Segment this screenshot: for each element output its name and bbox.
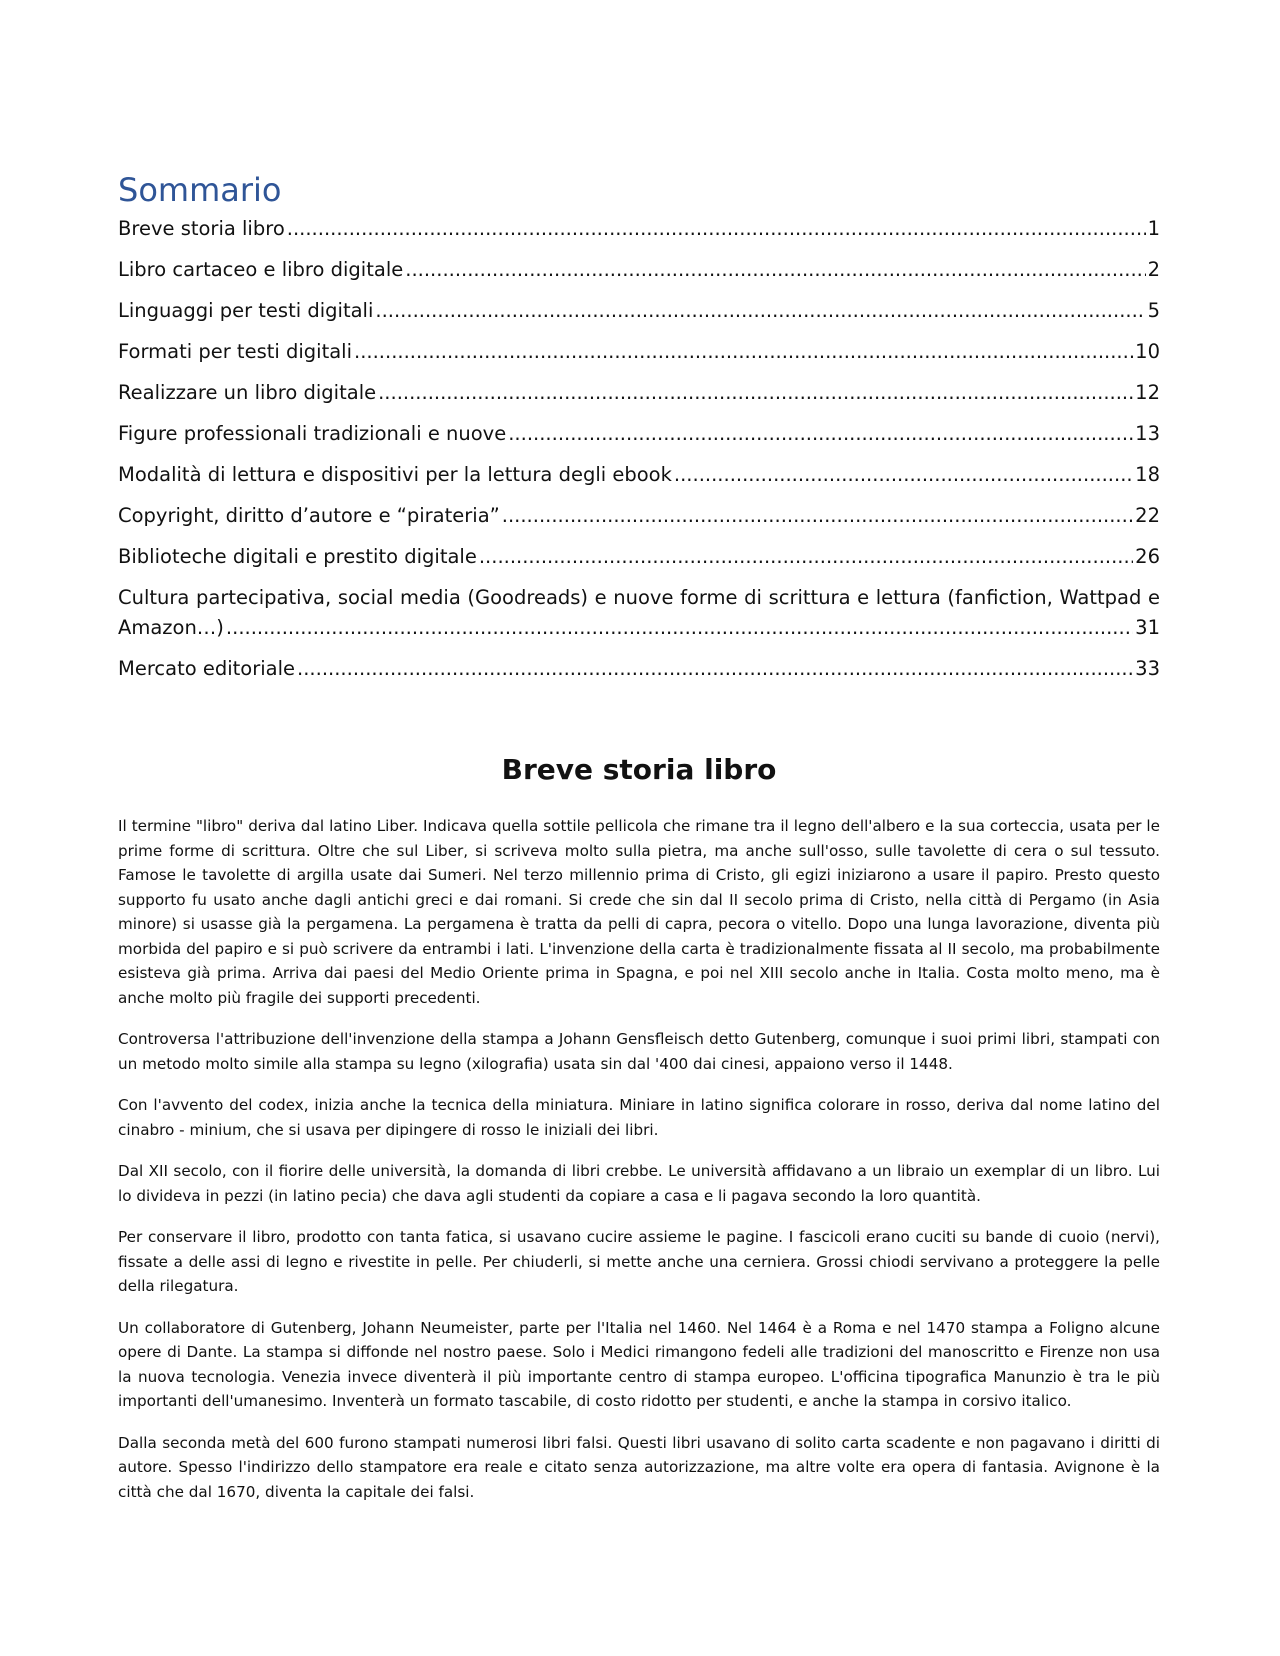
- toc-leader-dots: [508, 419, 1133, 449]
- toc-item-page: 31: [1135, 616, 1160, 639]
- toc-leader-dots: [375, 296, 1145, 326]
- toc-item[interactable]: [118, 296, 1160, 326]
- toc-leader-dots: [502, 501, 1133, 531]
- toc-leader-dots: [287, 214, 1146, 244]
- section-heading: Breve storia libro: [501, 753, 777, 786]
- toc-item-page: 26: [1135, 545, 1160, 568]
- body-paragraph: Per conservare il libro, prodotto con tanta fatica, si usavano cucire assieme le pagine. I fascicoli erano cuciti su bande di cuoio (nervi), fissate a delle assi di legno e rivestite in pelle. Per chiuderli, si mette anche una cerniera. Grossi chiodi servivano a proteggere la pelle della rilegatura.: [118, 1228, 1160, 1295]
- table-of-contents: [118, 214, 1160, 684]
- toc-item-label: Breve storia libro: [118, 217, 285, 240]
- toc-item-page: 22: [1135, 504, 1160, 527]
- toc-item-label: Figure professionali tradizionali e nuove: [118, 422, 507, 445]
- toc-item[interactable]: [118, 378, 1160, 408]
- toc-item-label: Mercato editoriale: [118, 657, 296, 680]
- toc-item[interactable]: [118, 419, 1160, 449]
- toc-item-label: Copyright, diritto d’autore e “pirateria”: [118, 504, 500, 527]
- toc-leader-dots: [405, 255, 1145, 285]
- body-paragraph: Il termine "libro" deriva dal latino Liber. Indicava quella sottile pellicola che rimane tra il legno dell'albero e la sua corteccia, usata per le prime forme di scrittura. Oltre che sul Liber, si scriveva molto sulla pietra, ma anche sull'osso, sulle tavolette di cera o sul tessuto. Famose le tavolette di argilla usate dai Sumeri. Nel terzo millennio prima di Cristo, gli egizi iniziarono a usare il papiro. Presto questo supporto fu usato anche dagli antichi greci e dai romani. Si crede che sin dal II secolo prima di Cristo, nella città di Pergamo (in Asia minore) si usasse già la pergamena. La pergamena è tratta da pelli di capra, pecora o vitello. Dopo una lunga lavorazione, diventa più morbida del papiro e si può scrivere da entrambi i lati. L'invenzione della carta è tradizionalmente fissata al II secolo, ma probabilmente esisteva già prima. Arriva dai paesi del Medio Oriente prima in Spagna, e poi nel XIII secolo anche in Italia. Costa molto meno, ma è anche molto più fragile dei supporti precedenti.: [118, 817, 1160, 1007]
- document-page: [118, 168, 1160, 1521]
- toc-item-page: 5: [1147, 299, 1160, 322]
- body-paragraph: Controversa l'attribuzione dell'invenzione della stampa a Johann Gensfleisch detto Gutenberg, comunque i suoi primi libri, stampati con un metodo molto simile alla stampa su legno (xilografia) usata sin dal '400 dai cinesi, appaiono verso il 1448.: [118, 1030, 1160, 1073]
- toc-item-page: 10: [1135, 340, 1160, 363]
- toc-leader-dots: [674, 460, 1133, 490]
- toc-item[interactable]: [118, 214, 1160, 244]
- toc-item-page: 18: [1135, 463, 1160, 486]
- toc-item[interactable]: [118, 542, 1160, 572]
- toc-leader-dots: [297, 654, 1133, 684]
- body-paragraph: Dal XII secolo, con il fiorire delle università, la domanda di libri crebbe. Le università affidavano a un libraio un exemplar di un libro. Lui lo divideva in pezzi (in latino pecia) che dava agli studenti da copiare a casa e li pagava secondo la loro quantità.: [118, 1162, 1160, 1205]
- toc-item-label: Biblioteche digitali e prestito digitale: [118, 545, 477, 568]
- toc-item-long[interactable]: [118, 583, 1160, 643]
- toc-leader-dots: [378, 378, 1133, 408]
- body-paragraph: Con l'avvento del codex, inizia anche la tecnica della miniatura. Miniare in latino significa colorare in rosso, deriva dal nome latino del cinabro - minium, che si usava per dipingere di rosso le iniziali dei libri.: [118, 1096, 1160, 1139]
- toc-item[interactable]: [118, 501, 1160, 531]
- toc-item-label: Modalità di lettura e dispositivi per la lettura degli ebook: [118, 463, 672, 486]
- toc-item-label: Libro cartaceo e libro digitale: [118, 258, 404, 281]
- toc-item-label: Realizzare un libro digitale: [118, 381, 377, 404]
- body-paragraph: Un collaboratore di Gutenberg, Johann Neumeister, parte per l'Italia nel 1460. Nel 1464 è a Roma e nel 1470 stampa a Foligno alcune opere di Dante. La stampa si diffonde nel nostro paese. Solo i Medici rimangono fedeli alle tradizioni del manoscritto e Firenze non usa la nuova tecnologia. Venezia invece diventerà il più importante centro di stampa europeo. L'officina tipografica Manunzio è tra le più importanti dell'umanesimo. Inventerà un formato tascabile, di costo ridotto per studenti, e anche la stampa in corsivo italico.: [118, 1318, 1160, 1410]
- toc-item-page: 33: [1135, 657, 1160, 680]
- toc-item[interactable]: [118, 255, 1160, 285]
- toc-item-label: Linguaggi per testi digitali: [118, 299, 374, 322]
- toc-leader-dots: [354, 337, 1133, 367]
- toc-item-page: 12: [1135, 381, 1160, 404]
- toc-item-page: 1: [1147, 217, 1160, 240]
- toc-item-page: 2: [1147, 258, 1160, 281]
- toc-item[interactable]: [118, 654, 1160, 684]
- toc-item-label-line1: Cultura partecipativa, social media (Goodreads) e nuove forme di scrittura e lettura (fanfiction, Wattpad e: [118, 586, 1160, 609]
- body-paragraph: Dalla seconda metà del 600 furono stampati numerosi libri falsi. Questi libri usavano di solito carta scadente e non pagavano i diritti di autore. Spesso l'indirizzo dello stampatore era reale e citato senza autorizzazione, ma altre volte era opera di fantasia. Avignone è la città che dal 1670, diventa la capitale dei falsi.: [118, 1433, 1160, 1501]
- toc-leader-dots: [226, 613, 1133, 643]
- toc-item[interactable]: [118, 337, 1160, 367]
- toc-item[interactable]: [118, 460, 1160, 490]
- toc-item-label-line2: Amazon…): [118, 616, 224, 639]
- toc-item-label: Formati per testi digitali: [118, 340, 353, 363]
- toc-title: Sommario: [118, 171, 282, 209]
- toc-item-page: 13: [1135, 422, 1160, 445]
- toc-leader-dots: [479, 542, 1133, 572]
